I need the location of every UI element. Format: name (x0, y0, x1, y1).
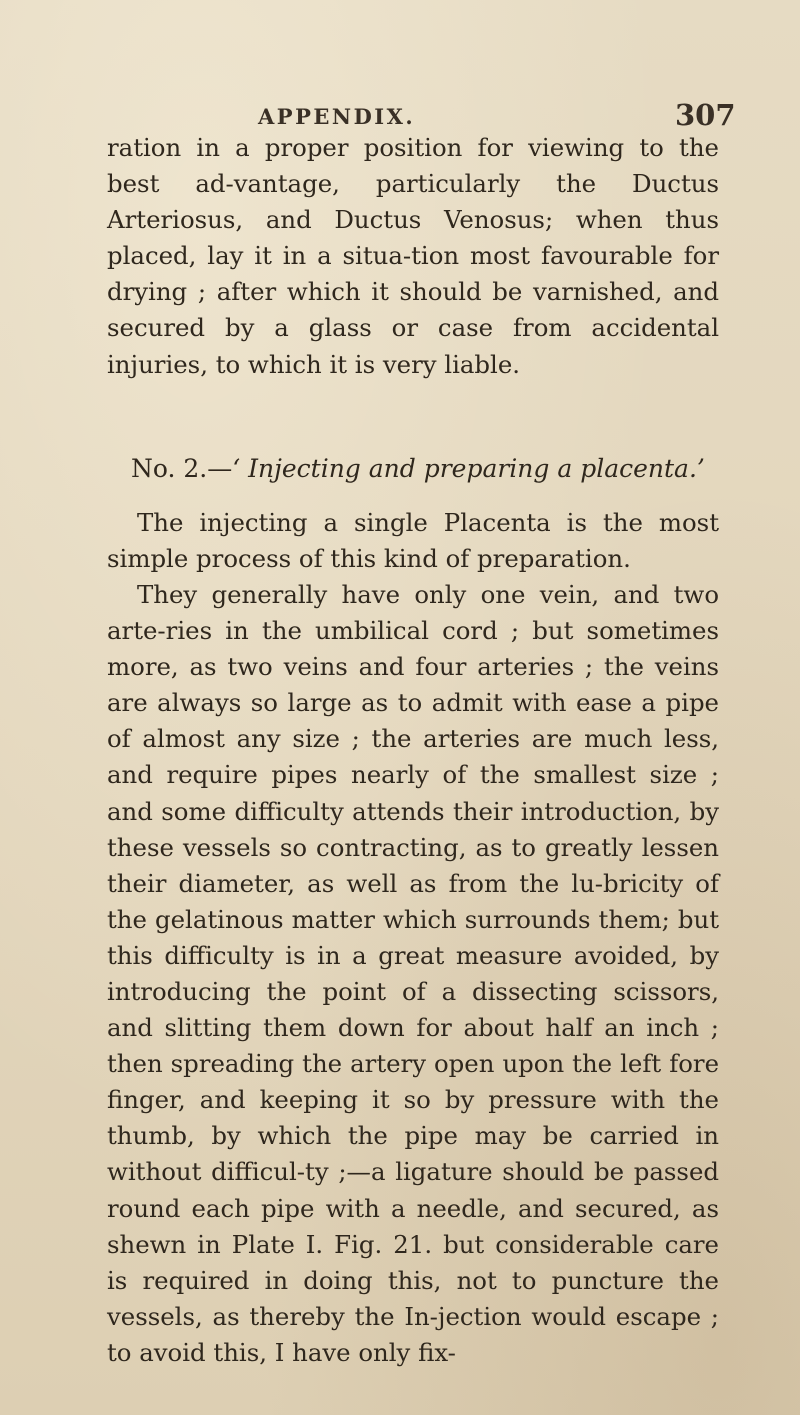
paragraph-intro: The injecting a single Placenta is the most simple process of this kind of preparation. (107, 507, 719, 573)
paragraph-continuation: ration in a proper position for viewing to the best ad-vantage, particularly the Ductus Arteriosus, and Ductus Venosus; when thus placed, lay it in a situa-tion most favourable for drying ; after which it should be varnished, and secured by a glass or case from accidental injuries, to which it is very liable. (107, 133, 719, 379)
section-number: No. 2.— (131, 453, 233, 483)
body-text (107, 130, 719, 1371)
page-number: 307 (675, 98, 736, 132)
running-head: APPENDIX. (258, 104, 416, 129)
section-title: ‘ Injecting and preparing a placenta.’ (232, 453, 705, 483)
section-heading (107, 451, 719, 487)
paragraph-main: They generally have only one vein, and two arte-ries in the umbilical cord ; but sometimes more, as two veins and four arteries ; the veins are always so large as to admit with ease a pipe of almost any size ; the arteries are much less, and require pipes nearly of the smallest size ; and some difficulty attends their introduction, by these vessels so contracting, as to greatly lessen their diameter, as well as from the lu-bricity of the gelatinous matter which surrounds them; but this difficulty is in a great measure avoided, by introducing the point of a dissecting scissors, and slitting them down for about half an inch ; then spreading the artery open upon the left fore finger, and keeping it so by pressure with the thumb, by which the pipe may be carried in without difficul-ty ;—a ligature should be passed round each pipe with a needle, and secured, as shewn in Plate I. Fig. 21. but considerable care is required in doing this, not to puncture the vessels, as thereby the In-jection would escape ; to avoid this, I have only fix- (107, 579, 719, 1367)
